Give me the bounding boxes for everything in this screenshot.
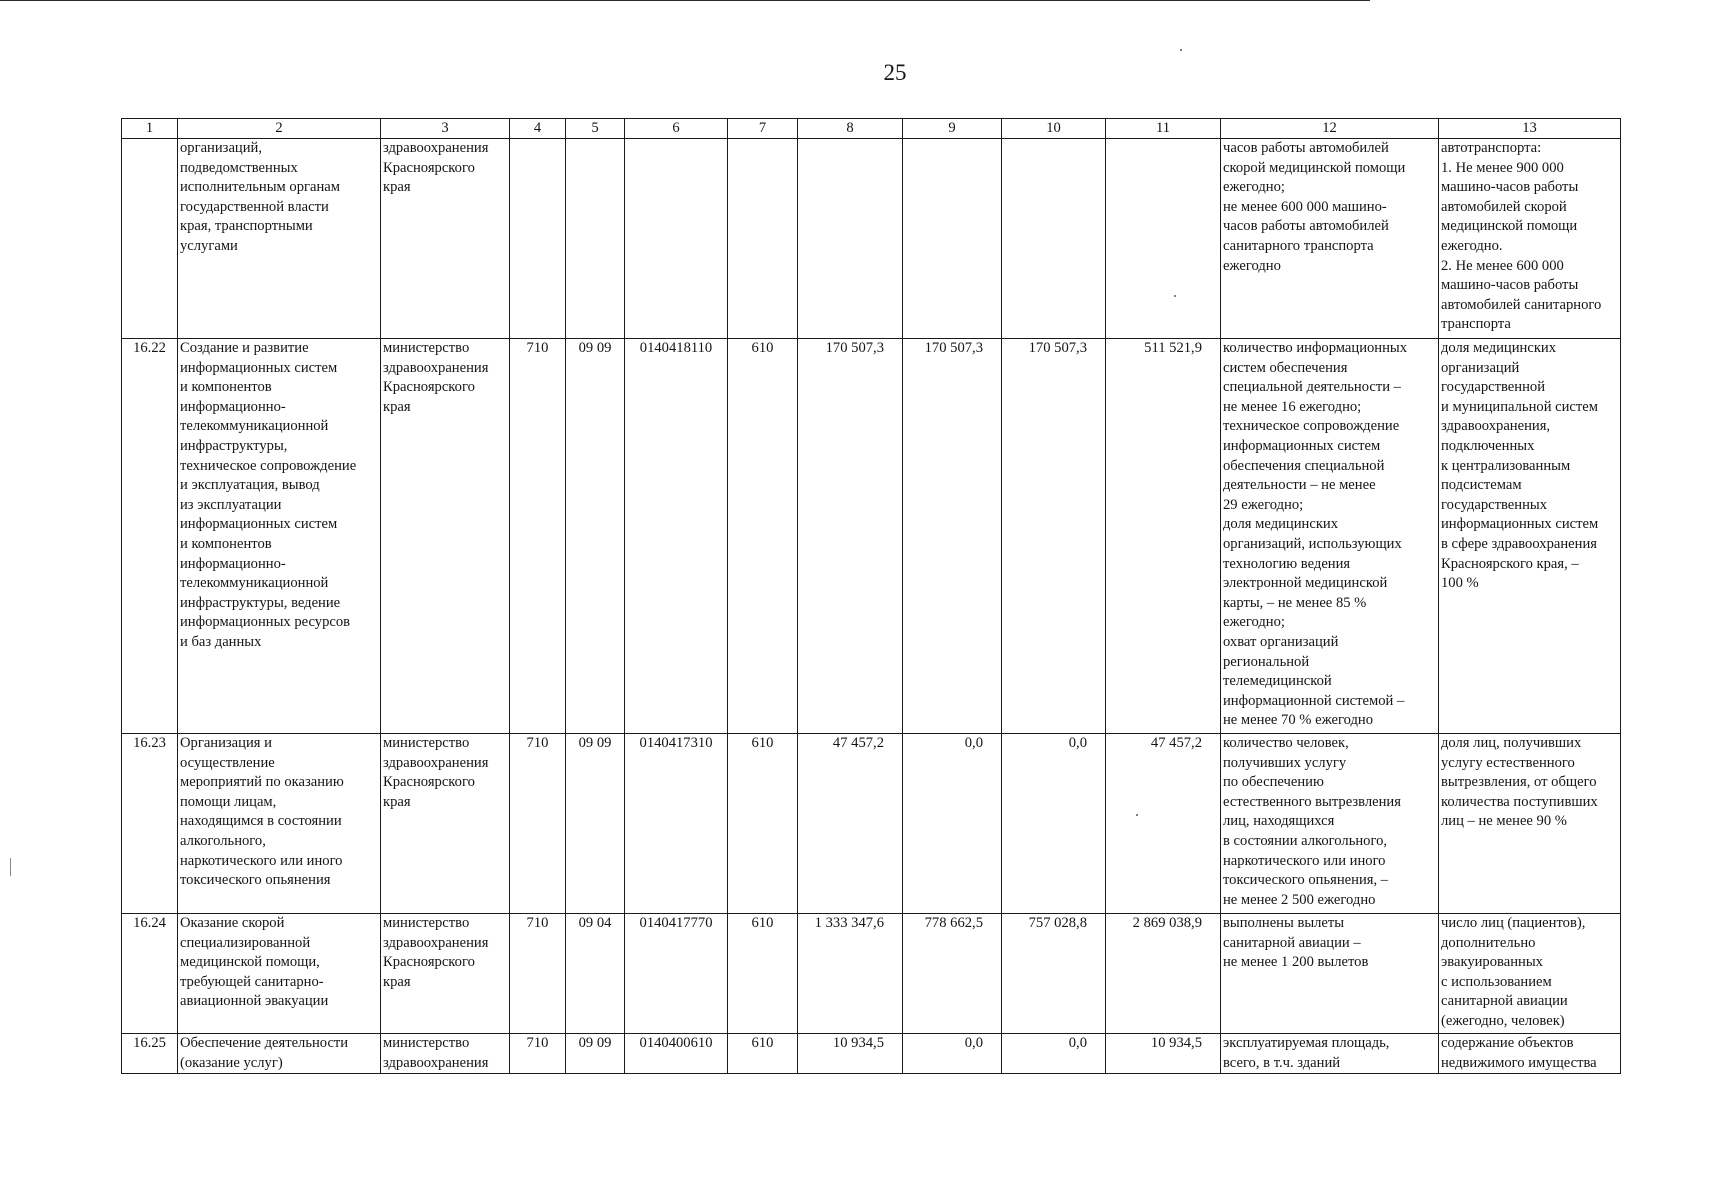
activity-name: Организация и осуществление мероприятий по оказанию помощи лицам, находящимся в состоянии алкогольного, наркотического или иного токсического опьянения [178, 734, 381, 914]
expense-type: 610 [728, 914, 798, 1034]
amount-total: 10 934,5 [1106, 1034, 1221, 1074]
top-edge-rule [0, 0, 1370, 1]
indicator: автотранспорта: 1. Не менее 900 000 машино-часов работы автомобилей скорой медицинской помощи ежегодно. 2. Не менее 600 000 машино-часов работы автомобилей санитарного транспорта [1439, 139, 1621, 339]
expected-result: количество человек, получивших услугу по обеспечению естественного вытрезвления лиц, находящихся в состоянии алкогольного, наркотического или иного токсического опьянения, – не менее 2 500 ежегодно [1221, 734, 1439, 914]
column-number: 1 [122, 119, 178, 139]
table-row [122, 734, 1621, 914]
expected-result: часов работы автомобилей скорой медицинской помощи ежегодно; не менее 600 000 машино- часов работы автомобилей санитарного транспорта ежегодно [1221, 139, 1439, 339]
amount-year-3: 757 028,8 [1002, 914, 1106, 1034]
expected-result: количество информационных систем обеспечения специальной деятельности – не менее 16 ежегодно; техническое сопровождение информационных систем обеспечения специальной деятельности – не менее 29 ежегодно; доля медицинских организаций, использующих технологию ведения электронной медицинской карты, – не менее 85 % ежегодно; охват организаций региональной телемедицинской информационной системой – не менее 70 % ежегодно [1221, 339, 1439, 734]
activity-name: Создание и развитие информационных систем и компонентов информационно- телекоммуникационной инфраструктуры, техническое сопровождение и эксплуатация, вывод из эксплуатации информационных систем и компонентов информационно- телекоммуникационной инфраструктуры, ведение информационных ресурсов и баз данных [178, 339, 381, 734]
executor: министерство здравоохранения [381, 1034, 510, 1074]
amount-year-1: 10 934,5 [798, 1034, 903, 1074]
executor: министерство здравоохранения Красноярского края [381, 339, 510, 734]
expense-type: 610 [728, 734, 798, 914]
target-article: 0140417770 [625, 914, 728, 1034]
expected-result: эксплуатируемая площадь, всего, в т.ч. зданий [1221, 1034, 1439, 1074]
activity-name: Обеспечение деятельности (оказание услуг) [178, 1034, 381, 1074]
column-number: 12 [1221, 119, 1439, 139]
target-article: 0140418110 [625, 339, 728, 734]
amount-total: 2 869 038,9 [1106, 914, 1221, 1034]
amount-year-2: 778 662,5 [903, 914, 1002, 1034]
amount-total [1106, 139, 1221, 339]
amount-year-1: 1 333 347,6 [798, 914, 903, 1034]
executor: здравоохранения Красноярского края [381, 139, 510, 339]
indicator: число лиц (пациентов), дополнительно эвакуированных с использованием санитарной авиации (ежегодно, человек) [1439, 914, 1621, 1034]
row-number: 16.23 [122, 734, 178, 914]
amount-year-1: 170 507,3 [798, 339, 903, 734]
amount-year-1: 47 457,2 [798, 734, 903, 914]
activity-name: Оказание скорой специализированной медицинской помощи, требующей санитарно- авиационной эвакуации [178, 914, 381, 1034]
table-row [122, 339, 1621, 734]
amount-year-2: 0,0 [903, 1034, 1002, 1074]
column-number-row [122, 119, 1621, 139]
indicator: доля лиц, получивших услугу естественного вытрезвления, от общего количества поступивших лиц – не менее 90 % [1439, 734, 1621, 914]
scan-edge-mark [10, 858, 11, 876]
column-number: 2 [178, 119, 381, 139]
column-number: 13 [1439, 119, 1621, 139]
section-code: 09 09 [566, 1034, 625, 1074]
activities-table [121, 118, 1621, 1074]
expense-type: 610 [728, 339, 798, 734]
amount-year-3 [1002, 139, 1106, 339]
row-number: 16.24 [122, 914, 178, 1034]
column-number: 6 [625, 119, 728, 139]
column-number: 3 [381, 119, 510, 139]
row-number: 16.25 [122, 1034, 178, 1074]
row-number: 16.22 [122, 339, 178, 734]
executor: министерство здравоохранения Красноярского края [381, 734, 510, 914]
expected-result: выполнены вылеты санитарной авиации – не менее 1 200 вылетов [1221, 914, 1439, 1034]
indicator: содержание объектов недвижимого имущества [1439, 1034, 1621, 1074]
amount-year-3: 0,0 [1002, 734, 1106, 914]
target-article [625, 139, 728, 339]
target-article: 0140417310 [625, 734, 728, 914]
column-number: 5 [566, 119, 625, 139]
page-number: 25 [883, 60, 907, 85]
amount-total: 47 457,2 [1106, 734, 1221, 914]
amount-year-3: 170 507,3 [1002, 339, 1106, 734]
grbs-code [510, 139, 566, 339]
activity-name: организаций, подведомственных исполнительным органам государственной власти края, транспортными услугами [178, 139, 381, 339]
section-code: 09 09 [566, 734, 625, 914]
indicator: доля медицинских организаций государственной и муниципальной систем здравоохранения, подключенных к централизованным подсистемам государственных информационных систем в сфере здравоохранения Красноярского края, – 100 % [1439, 339, 1621, 734]
amount-year-2 [903, 139, 1002, 339]
column-number: 7 [728, 119, 798, 139]
amount-year-2: 0,0 [903, 734, 1002, 914]
amount-year-1 [798, 139, 903, 339]
scan-speck [1180, 49, 1182, 51]
row-number [122, 139, 178, 339]
expense-type: 610 [728, 1034, 798, 1074]
section-code: 09 09 [566, 339, 625, 734]
expense-type [728, 139, 798, 339]
grbs-code: 710 [510, 1034, 566, 1074]
column-number: 9 [903, 119, 1002, 139]
table-row [122, 914, 1621, 1034]
grbs-code: 710 [510, 914, 566, 1034]
executor: министерство здравоохранения Красноярского края [381, 914, 510, 1034]
amount-year-2: 170 507,3 [903, 339, 1002, 734]
amount-year-3: 0,0 [1002, 1034, 1106, 1074]
section-code [566, 139, 625, 339]
column-number: 4 [510, 119, 566, 139]
grbs-code: 710 [510, 734, 566, 914]
target-article: 0140400610 [625, 1034, 728, 1074]
table-row [122, 1034, 1621, 1074]
section-code: 09 04 [566, 914, 625, 1034]
column-number: 8 [798, 119, 903, 139]
column-number: 10 [1002, 119, 1106, 139]
amount-total: 511 521,9 [1106, 339, 1221, 734]
table-row [122, 139, 1621, 339]
column-number: 11 [1106, 119, 1221, 139]
grbs-code: 710 [510, 339, 566, 734]
